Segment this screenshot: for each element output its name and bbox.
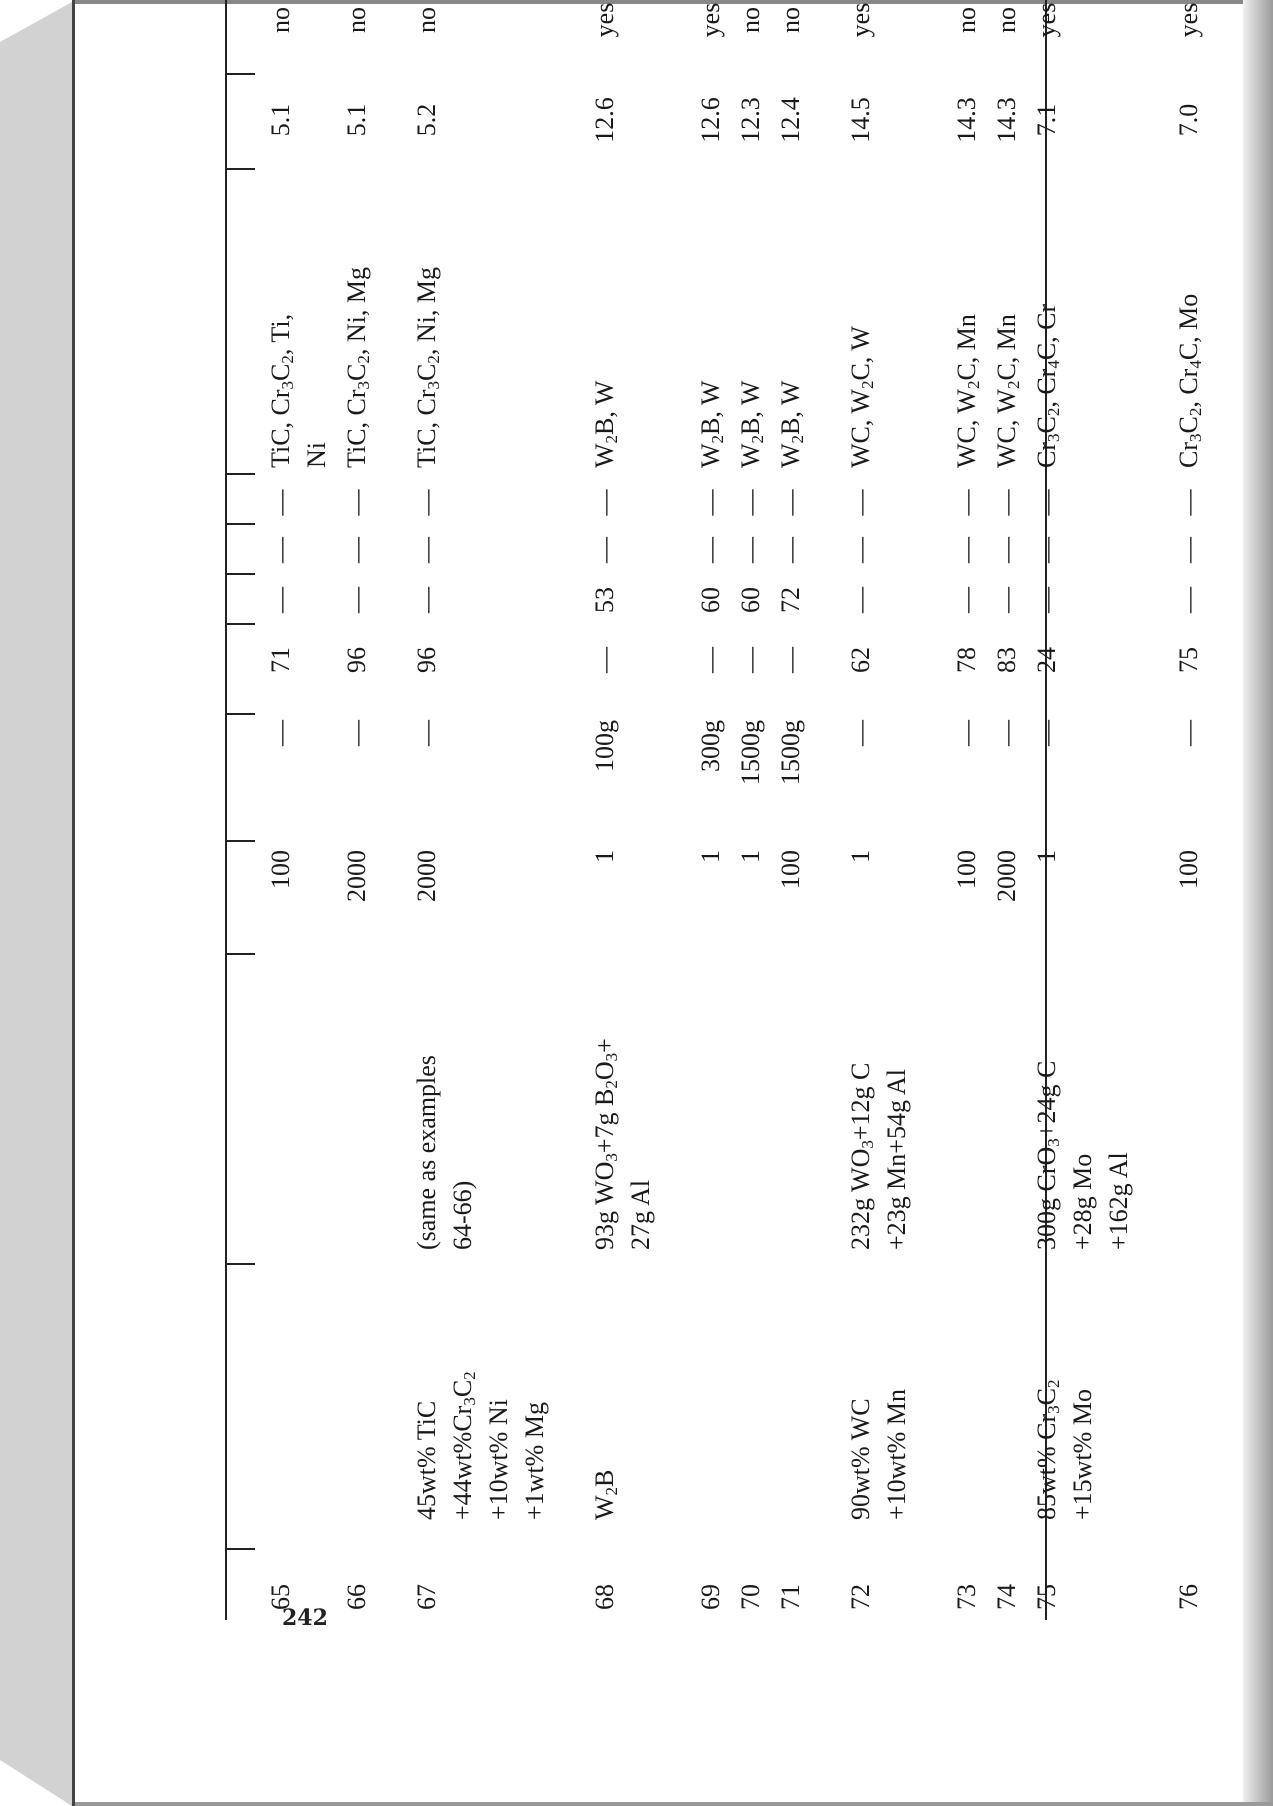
cell-c5: — (412, 537, 441, 563)
cell-no: 67 (412, 1584, 441, 1610)
cell-density: 12.6 (590, 97, 619, 143)
cell-c3: 24 (1032, 647, 1061, 673)
cell-c2: 1500g (776, 720, 805, 785)
cell-result: yes (1032, 2, 1061, 38)
cell-no: 65 (266, 1584, 295, 1610)
cell-result: yes (696, 2, 725, 38)
cell-reactants: 64-66) (448, 1180, 477, 1250)
cell-product: +10wt% Ni (484, 1399, 513, 1520)
cell-density: 5.1 (342, 103, 371, 137)
column-separator (225, 953, 255, 955)
cell-phases: $W_2B$, W (776, 380, 807, 468)
cell-density: 14.3 (992, 97, 1021, 143)
data-table (255, 0, 1205, 1620)
cell-c1: 2000 (992, 850, 1021, 902)
cell-c1: 1 (736, 850, 765, 863)
cell-c6: — (736, 489, 765, 516)
cell-c5: — (736, 537, 765, 563)
cell-c4: 60 (696, 587, 725, 613)
cell-c3: — (776, 647, 805, 673)
cell-c5: — (342, 537, 371, 563)
cell-phases: TiC, $Cr_3C_2$, Ni, Mg (412, 266, 443, 468)
cell-density: 5.1 (266, 103, 295, 137)
cell-result: yes (846, 2, 875, 38)
cell-c1: 1 (696, 850, 725, 863)
cell-c5: — (696, 537, 725, 563)
cell-c6: — (590, 489, 619, 516)
column-separator (225, 1548, 255, 1550)
column-separator (225, 573, 255, 575)
column-separator (225, 840, 255, 842)
page-number: 242 (282, 1605, 328, 1631)
cell-no: 68 (590, 1584, 619, 1610)
cell-c3: 78 (952, 647, 981, 673)
cell-phases: WC, $W_2C$, Mn (992, 314, 1023, 468)
cell-c1: 100 (952, 850, 981, 889)
column-separator (225, 623, 255, 625)
column-separator (225, 73, 255, 75)
cell-result: no (266, 7, 295, 33)
cell-c4: 53 (590, 587, 619, 613)
cell-result: no (776, 7, 805, 33)
cell-c1: 1 (1032, 850, 1061, 863)
cell-no: 70 (736, 1584, 765, 1610)
cell-result: yes (1174, 2, 1203, 38)
cell-c6: — (1174, 489, 1203, 516)
cell-c6: — (846, 489, 875, 516)
cell-reactants: +23g Mn+54g Al (882, 1068, 911, 1250)
cell-product: +1wt% Mg (520, 1402, 549, 1520)
cell-phases: $W_2B$, W (590, 380, 621, 468)
cell-c4: 72 (776, 587, 805, 613)
cell-c4: — (412, 587, 441, 613)
cell-c5: — (590, 537, 619, 563)
cell-c5: — (952, 537, 981, 563)
cell-c2: — (342, 720, 371, 746)
cell-reactants: 27g Al (626, 1179, 655, 1250)
cell-c2: — (412, 720, 441, 746)
cell-c3: 75 (1174, 647, 1203, 673)
cell-c6: — (776, 489, 805, 516)
cell-c1: 2000 (342, 850, 371, 902)
column-separator (225, 1263, 255, 1265)
cell-result: no (992, 7, 1021, 33)
cell-no: 69 (696, 1584, 725, 1610)
cell-c3: 71 (266, 647, 295, 673)
cell-c1: 100 (266, 850, 295, 889)
cell-product: $W_2B$ (590, 1469, 621, 1520)
cell-product: 45wt% TiC (412, 1400, 441, 1520)
column-separator (225, 523, 255, 525)
cell-c2: 300g (696, 720, 725, 772)
cell-phases: Ni (302, 442, 331, 468)
cell-reactants: 93g $WO_3+7g$ $B_2O_3+$ (590, 1038, 621, 1250)
cell-c3: — (736, 647, 765, 673)
cell-c4: 60 (736, 587, 765, 613)
cell-density: 5.2 (412, 103, 441, 137)
cell-c6: — (1032, 489, 1061, 516)
cell-reactants: 300g CrO$_3$+24g C (1032, 1060, 1063, 1250)
cell-reactants: 232g $WO_3+12g$ C (846, 1062, 877, 1250)
page-right-shadow (1243, 0, 1273, 1806)
cell-result: no (412, 7, 441, 33)
book-spine (0, 0, 82, 1806)
cell-phases: $W_2B$, W (736, 380, 767, 468)
cell-phases: $W_2B$, W (696, 380, 727, 468)
cell-c3: 62 (846, 647, 875, 673)
cell-c4: — (266, 587, 295, 613)
cell-reactants: +162g Al (1104, 1152, 1133, 1250)
cell-result: no (342, 7, 371, 33)
cell-c5: — (1032, 537, 1061, 563)
cell-c3: — (696, 647, 725, 673)
cell-c3: — (590, 647, 619, 673)
table-top-rule (225, 0, 227, 1620)
cell-c1: 1 (590, 850, 619, 863)
cell-product: 85wt% $Cr_3C_2$ (1032, 1379, 1063, 1520)
cell-c2: — (952, 720, 981, 746)
cell-c5: — (846, 537, 875, 563)
cell-c1: 100 (776, 850, 805, 889)
cell-c6: — (696, 489, 725, 516)
cell-phases: TiC, $Cr_3C_2$, Ti, (266, 313, 297, 468)
cell-c2: 100g (590, 720, 619, 772)
cell-c6: — (412, 489, 441, 516)
cell-c4: — (992, 587, 1021, 613)
cell-product: $+44wt\%Cr_3C_2$ (448, 1371, 479, 1520)
cell-c2: — (1032, 720, 1061, 746)
cell-c2: 1500g (736, 720, 765, 785)
cell-c2: — (266, 720, 295, 746)
cell-density: 14.5 (846, 97, 875, 143)
cell-c4: — (846, 587, 875, 613)
cell-c6: — (992, 489, 1021, 516)
cell-phases: TiC, $Cr_3C_2$, Ni, Mg (342, 266, 373, 468)
cell-result: no (736, 7, 765, 33)
cell-c5: — (266, 537, 295, 563)
cell-c4: — (1032, 587, 1061, 613)
cell-c1: 100 (1174, 850, 1203, 889)
cell-c3: 83 (992, 647, 1021, 673)
cell-result: no (952, 7, 981, 33)
cell-density: 7.1 (1032, 103, 1061, 137)
cell-c1: 1 (846, 850, 875, 863)
cell-product: +10wt% Mn (882, 1389, 911, 1520)
cell-c4: — (952, 587, 981, 613)
cell-no: 75 (1032, 1584, 1061, 1610)
cell-reactants: +28g Mo (1068, 1153, 1097, 1250)
cell-density: 7.0 (1174, 103, 1203, 137)
column-separator (225, 168, 255, 170)
page-bottom-edge (75, 1802, 1273, 1806)
cell-c2: — (846, 720, 875, 746)
cell-density: 12.4 (776, 97, 805, 143)
cell-no: 76 (1174, 1584, 1203, 1610)
cell-product: +15wt% Mo (1068, 1389, 1097, 1520)
cell-density: 14.3 (952, 97, 981, 143)
cell-c6: — (952, 489, 981, 516)
cell-product: 90wt% WC (846, 1398, 875, 1520)
cell-phases: $Cr_3C_2$, $Cr_4C$, Mo (1174, 293, 1205, 468)
cell-no: 73 (952, 1584, 981, 1610)
cell-phases: WC, $W_2C$, Mn (952, 314, 983, 468)
cell-density: 12.6 (696, 97, 725, 143)
column-separator (225, 473, 255, 475)
cell-no: 74 (992, 1584, 1021, 1610)
cell-c3: 96 (342, 647, 371, 673)
cell-c5: — (1174, 537, 1203, 563)
cell-c6: — (266, 489, 295, 516)
column-separator (225, 713, 255, 715)
cell-phases: WC, $W_2C$, W (846, 326, 877, 468)
cell-no: 66 (342, 1584, 371, 1610)
cell-reactants: (same as examples (412, 1055, 441, 1250)
cell-no: 71 (776, 1584, 805, 1610)
cell-c3: 96 (412, 647, 441, 673)
cell-phases: $Cr_3C_2$, $Cr_4C$, Cr (1032, 303, 1063, 468)
cell-c1: 2000 (412, 850, 441, 902)
cell-c6: — (342, 489, 371, 516)
cell-c5: — (992, 537, 1021, 563)
cell-no: 72 (846, 1584, 875, 1610)
cell-c4: — (342, 587, 371, 613)
cell-c5: — (776, 537, 805, 563)
cell-result: yes (590, 2, 619, 38)
cell-c4: — (1174, 587, 1203, 613)
cell-c2: — (1174, 720, 1203, 746)
cell-density: 12.3 (736, 97, 765, 143)
cell-c2: — (992, 720, 1021, 746)
